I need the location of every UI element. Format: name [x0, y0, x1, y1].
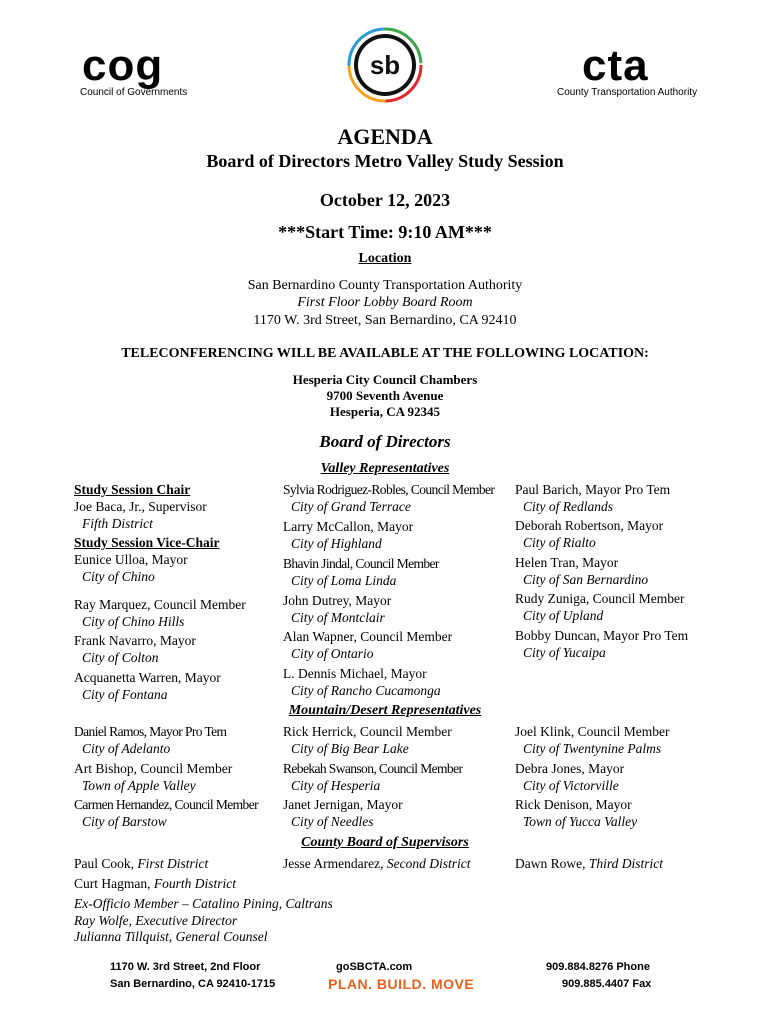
cta-logo-subtitle: County Transportation Authority: [557, 87, 698, 98]
member-place: City of Rancho Cucamonga: [291, 682, 441, 698]
sb-logo-text: sb: [369, 50, 401, 80]
member-place: City of Victorville: [523, 777, 619, 793]
board-member: [515, 761, 624, 794]
cog-logo: cog: [82, 41, 164, 90]
start-time: ***Start Time: 9:10 AM***: [278, 222, 492, 242]
member-place: Fifth District: [82, 515, 153, 531]
agenda-heading: AGENDA: [337, 124, 433, 149]
location-label: Location: [358, 251, 412, 266]
member-place: City of Upland: [523, 607, 604, 623]
member-name: Deborah Robertson, Mayor: [515, 518, 664, 533]
board-member: [74, 597, 246, 630]
board-member: [283, 556, 439, 589]
footer-fax: 909.885.4407 Fax: [562, 978, 652, 990]
member-name: Paul Barich, Mayor Pro Tem: [515, 482, 671, 497]
location-line: San Bernardino County Transportation Authority: [247, 278, 523, 293]
mountain-desert-heading: Mountain/Desert Representatives: [288, 703, 482, 718]
member-name: Alan Wapner, Council Member: [283, 629, 453, 644]
board-member: [515, 591, 684, 624]
board-member: [515, 724, 669, 757]
member-place: City of Adelanto: [82, 740, 171, 756]
member-name: Joe Baca, Jr., Supervisor: [74, 499, 207, 514]
supervisor: [74, 856, 208, 872]
member-name: L. Dennis Michael, Mayor: [283, 666, 427, 681]
supervisor-district: Third District: [588, 856, 664, 871]
member-place: City of Chino Hills: [82, 613, 185, 629]
member-place: City of Redlands: [523, 498, 613, 514]
member-place: Town of Apple Valley: [82, 777, 196, 793]
board-member: [283, 482, 494, 515]
member-place: City of Colton: [82, 649, 159, 665]
board-member: [283, 666, 441, 699]
board-member: [74, 499, 207, 532]
member-place: City of Hesperia: [291, 777, 381, 793]
member-name: Daniel Ramos, Mayor Pro Tem: [74, 724, 227, 739]
supervisor-name: Paul Cook,: [74, 856, 138, 871]
member-name: Carmen Hernandez, Council Member: [74, 797, 258, 812]
member-place: City of Highland: [291, 535, 382, 551]
location-line: 1170 W. 3rd Street, San Bernardino, CA 92410: [253, 313, 517, 328]
member-place: City of Needles: [291, 813, 374, 829]
member-name: Rick Herrick, Council Member: [283, 724, 452, 739]
board-member: [283, 593, 391, 626]
general-counsel: Julianna Tillquist, General Counsel: [74, 929, 268, 944]
member-place: City of Grand Terrace: [291, 498, 411, 514]
member-name: Janet Jernigan, Mayor: [283, 797, 403, 812]
member-place: City of Fontana: [82, 686, 168, 702]
board-member: [515, 518, 663, 551]
board-member: [283, 724, 452, 757]
teleconference-line: Hesperia, CA 92345: [329, 404, 441, 419]
member-name: Acquanetta Warren, Mayor: [74, 670, 221, 685]
supervisor-district: Fourth District: [153, 876, 237, 891]
board-member: [515, 628, 688, 661]
member-place: City of Rialto: [523, 534, 596, 550]
member-place: City of Yucaipa: [523, 644, 606, 660]
member-name: Helen Tran, Mayor: [515, 555, 619, 570]
ex-officio-member: Ex-Officio Member – Catalino Pining, Caltrans: [74, 896, 333, 911]
board-heading: Board of Directors: [319, 432, 451, 451]
footer-address-line1: 1170 W. 3rd Street, 2nd Floor: [110, 961, 261, 973]
board-member: [515, 555, 648, 588]
member-name: Rudy Zuniga, Council Member: [515, 591, 685, 606]
study-session-chair-label: Study Session Chair: [74, 482, 191, 497]
member-place: Town of Yucca Valley: [523, 813, 638, 829]
supervisor: [515, 856, 663, 872]
footer-tagline: PLAN. BUILD. MOVE: [328, 976, 475, 992]
footer-address-line2: San Bernardino, CA 92410-1715: [110, 978, 276, 990]
supervisor-name: Dawn Rowe,: [515, 856, 589, 871]
member-name: Bobby Duncan, Mayor Pro Tem: [515, 628, 689, 643]
member-place: City of Twentynine Palms: [523, 740, 662, 756]
supervisor-district: First District: [137, 856, 209, 871]
member-name: Eunice Ulloa, Mayor: [74, 552, 188, 567]
board-member: [74, 633, 196, 666]
member-name: Debra Jones, Mayor: [515, 761, 625, 776]
supervisor: [74, 876, 236, 892]
footer-website: goSBCTA.com: [336, 961, 413, 973]
study-session-vice-chair-label: Study Session Vice-Chair: [74, 535, 220, 550]
board-member: [74, 670, 221, 703]
member-place: City of Ontario: [291, 645, 374, 661]
executive-director: Ray Wolfe, Executive Director: [74, 913, 238, 928]
member-name: Ray Marquez, Council Member: [74, 597, 246, 612]
member-name: Larry McCallon, Mayor: [283, 519, 414, 534]
member-place: City of Montclair: [291, 609, 385, 625]
board-member: [283, 761, 462, 794]
board-member: [515, 797, 637, 830]
board-member: [283, 519, 413, 552]
board-member: [283, 629, 452, 662]
member-name: Bhavin Jindal, Council Member: [283, 556, 439, 571]
member-name: Sylvia Rodriguez-Robles, Council Member: [283, 482, 495, 497]
board-member: [74, 761, 232, 794]
board-member: [74, 797, 258, 830]
board-member: [283, 797, 403, 830]
teleconference-line: 9700 Seventh Avenue: [326, 388, 444, 403]
cog-logo-subtitle: Council of Governments: [80, 87, 188, 98]
board-member: [515, 482, 670, 515]
member-name: Art Bishop, Council Member: [74, 761, 233, 776]
board-member: [74, 552, 188, 585]
valley-heading: Valley Representatives: [320, 461, 450, 476]
cta-logo: cta: [582, 41, 649, 90]
footer-phone: 909.884.8276 Phone: [546, 961, 650, 973]
meeting-title: Board of Directors Metro Valley Study Session: [206, 151, 564, 171]
member-name: Frank Navarro, Mayor: [74, 633, 196, 648]
location-line: First Floor Lobby Board Room: [297, 295, 473, 310]
teleconferencing-notice: TELECONFERENCING WILL BE AVAILABLE AT THE FOLLOWING LOCATION:: [121, 346, 649, 361]
supervisors-heading: County Board of Supervisors: [301, 835, 469, 850]
member-place: City of San Bernardino: [523, 571, 649, 587]
member-name: Rick Denison, Mayor: [515, 797, 632, 812]
member-name: Joel Klink, Council Member: [515, 724, 670, 739]
member-name: John Dutrey, Mayor: [283, 593, 392, 608]
supervisor-name: Jesse Armendarez,: [283, 856, 387, 871]
meeting-date: October 12, 2023: [319, 190, 451, 210]
member-place: City of Loma Linda: [291, 572, 397, 588]
member-place: City of Barstow: [82, 813, 167, 829]
member-place: City of Big Bear Lake: [291, 740, 409, 756]
member-place: City of Chino: [82, 568, 155, 584]
member-name: Rebekah Swanson, Council Member: [283, 761, 463, 776]
teleconference-line: Hesperia City Council Chambers: [292, 372, 478, 387]
supervisor-name: Curt Hagman,: [74, 876, 154, 891]
sb-logo: [346, 26, 424, 104]
supervisor: [283, 856, 470, 872]
supervisor-district: Second District: [386, 856, 471, 871]
board-member: [74, 724, 226, 757]
